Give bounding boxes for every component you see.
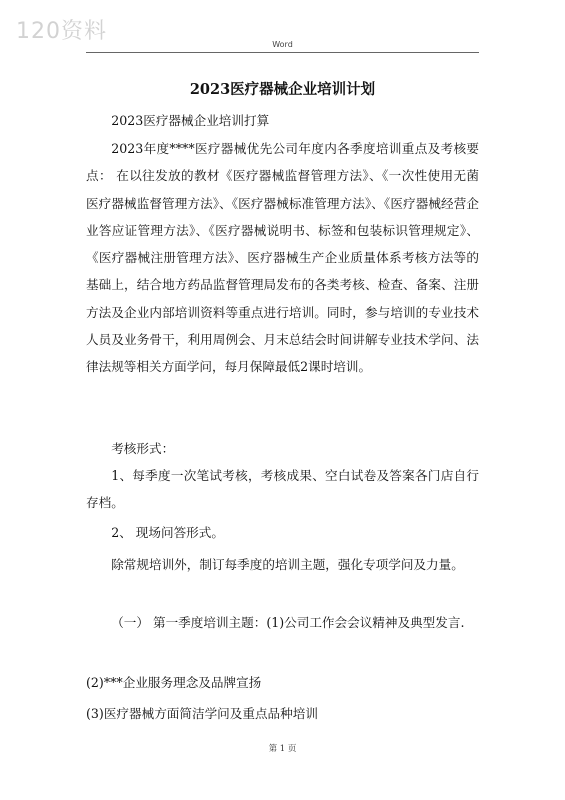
page-number: 第 1 页 xyxy=(268,744,297,754)
paragraph-q1-item-3: (3)医疗器械方面简洁学问及重点品种培训 xyxy=(86,706,318,721)
paragraph-assessment-item-1: 1、每季度一次笔试考核，考核成果、空白试卷及答案各门店自行存档。 xyxy=(86,468,479,511)
document-title: 2023医疗器械企业培训计划 xyxy=(189,81,376,98)
paragraph-quarterly-themes: 除常规培训外，制订每季度的培训主题，强化专项学问及力量。 xyxy=(111,557,464,572)
paragraph-q1-item-2: (2)***企业服务理念及品牌宣扬 xyxy=(86,675,262,690)
header-label: Word xyxy=(272,40,293,49)
header-divider xyxy=(86,52,479,53)
paragraph-assessment-item-2: 2、 现场问答形式。 xyxy=(111,525,224,540)
paragraph-q1-theme: （一） 第一季度培训主题：(1)公司工作会会议精神及典型发言. xyxy=(111,615,465,630)
watermark-logo: 120资料 xyxy=(16,19,107,44)
paragraph-subtitle: 2023医疗器械企业培训打算 xyxy=(111,113,270,128)
paragraph-assessment-heading: 考核形式： xyxy=(111,441,175,456)
paragraph-overview: 2023年度****医疗器械优先公司年度内各季度培训重点及考核要点： 在以往发放的教材《医疗器械监督管理方法》、《一次性使用无菌医疗器械监督管理方法》、《医疗器械标准管理方法》、《医疗器械经营企业答应证管理方法》、《医疗器械说明书、标签和包装标识管理规定》、《医疗器械注册管理方法》、医疗器械生产企业质量体系考核方法等的基础上，结合地方药品监督管理局发布的各类考核、检查、备案、注册方法及企业内部培训资料等重点进行培训。同时，参与培训的专业技术人员及业务骨干，利用周例会、月末总结会时间讲解专业技术学问、法律法规等相关方面学问，每月保障最低2课时培训。 xyxy=(86,141,479,375)
